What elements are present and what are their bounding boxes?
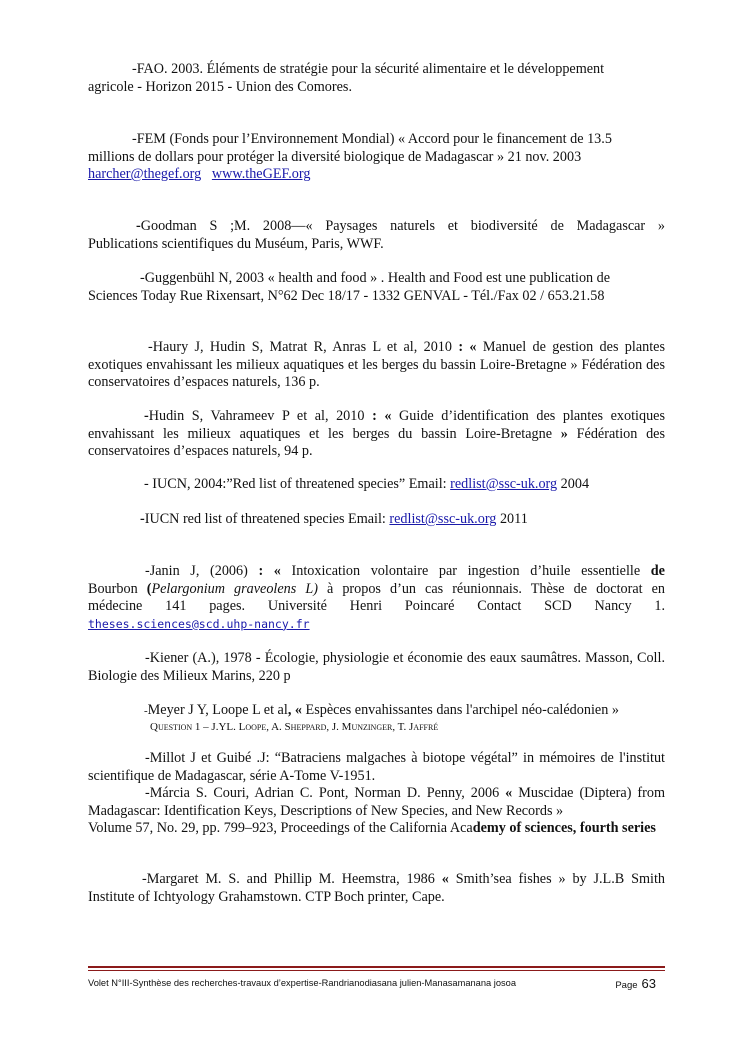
reference-couri: -Márcia S. Couri, Adrian C. Pont, Norman D. Penny, 2006 « Muscidae (Diptera) from Madagascar: Identification Keys, Descriptions of New Species, and New Records » Volume 57, No. 29, pp. 799–923, Proceedings of the California Academy of sciences, fourth series — [88, 785, 666, 836]
reference-iucn-2011: -IUCN red list of threatened species Email: redlist@ssc-uk.org 2011 — [140, 511, 528, 527]
reference-fem: -FEM (Fonds pour l’Environnement Mondial) « Accord pour le financement de 13.5 millions de dollars pour protéger la diversité biologique de Madagascar » 21 nov. 2003 harcher@thegef.org www.theGEF.org — [88, 131, 612, 182]
reference-goodman: -Goodman S ;M. 2008—« Paysages naturels et biodiversité de Madagascar » Publications scientifiques du Muséum, Paris, WWF. — [88, 218, 665, 252]
footer-rule-thick — [88, 966, 665, 968]
iucn-2004-email-link[interactable]: redlist@ssc-uk.org — [450, 476, 558, 492]
reference-iucn-2004: - IUCN, 2004:”Red list of threatened species” Email: redlist@ssc-uk.org 2004 — [144, 476, 590, 492]
reference-haury: -Haury J, Hudin S, Matrat R, Anras L et al, 2010 : « Manuel de gestion des plantes exotiques envahissant les milieux aquatiques et les berges du bassin Loire-Bretagne » Fédération des conservatoires d’espaces naturels, 136 p. — [88, 339, 665, 390]
reference-janin: -Janin J, (2006) : « Intoxication volontaire par ingestion d’huile essentielle de Bourbon (Pelargonium graveolens L) à propos d’un cas réunionnais. Thèse de doctorat en médecine 141 pages. Université Henri Poincaré Contact SCD Nancy 1. theses.sciences@scd.uhp-nancy.fr — [88, 563, 666, 631]
footer-page-number — [615, 975, 656, 993]
janin-email-link[interactable]: theses.sciences@scd.uhp-nancy.fr — [88, 616, 310, 631]
page-number: 63 — [641, 976, 656, 991]
reference-hudin: -Hudin S, Vahrameev P et al, 2010 : « Guide d’identification des plantes exotiques envahissant les milieux aquatiques et les berges du bassin Loire-Bretagne » Fédération des conservatoires d’espaces naturels, 94 p. — [88, 408, 665, 459]
page-label: Page — [615, 980, 638, 991]
reference-kiener: -Kiener (A.), 1978 - Écologie, physiologie et économie des eaux saumâtres. Masson, Coll. Biologie des Milieux Marins, 220 p — [88, 650, 665, 684]
reference-meyer: -Meyer J Y, Loope L et al, « Espèces envahissantes dans l'archipel néo-calédonien » Question 1 – J.YL. Loope, A. Sheppard, J. Munzinger, T. Jaffré — [144, 702, 619, 733]
footer-rule-thin — [88, 970, 665, 971]
reference-margaret: -Margaret M. S. and Phillip M. Heemstra, 1986 « Smith’sea fishes » by J.L.B Smith Institute of Ichtyology Grahamstown. CTP Boch printer, Cape. — [88, 871, 666, 905]
reference-millot: -Millot J et Guibé .J: “Batraciens malgaches à biotope végétal” in mémoires de l'institut scientifique de Madagascar, série A-Tome V-1951. — [88, 750, 665, 784]
reference-fao: -FAO. 2003. Éléments de stratégie pour la sécurité alimentaire et le développement agricole - Horizon 2015 - Union des Comores. — [88, 61, 605, 95]
fem-website-link[interactable]: www.theGEF.org — [211, 166, 311, 182]
fem-email-link[interactable]: harcher@thegef.org — [88, 166, 202, 182]
footer-text: Volet N°III-Synthèse des recherches-travaux d’expertise-Randrianodiasana julien-Manasamanana josoa — [88, 978, 516, 988]
iucn-2011-email-link[interactable]: redlist@ssc-uk.org — [389, 511, 497, 527]
reference-guggenbuhl: -Guggenbühl N, 2003 « health and food » . Health and Food est une publication de Sciences Today Rue Rixensart, N°62 Dec 18/17 - 1332 GENVAL - Tél./Fax 02 / 653.21.58 — [88, 270, 611, 304]
